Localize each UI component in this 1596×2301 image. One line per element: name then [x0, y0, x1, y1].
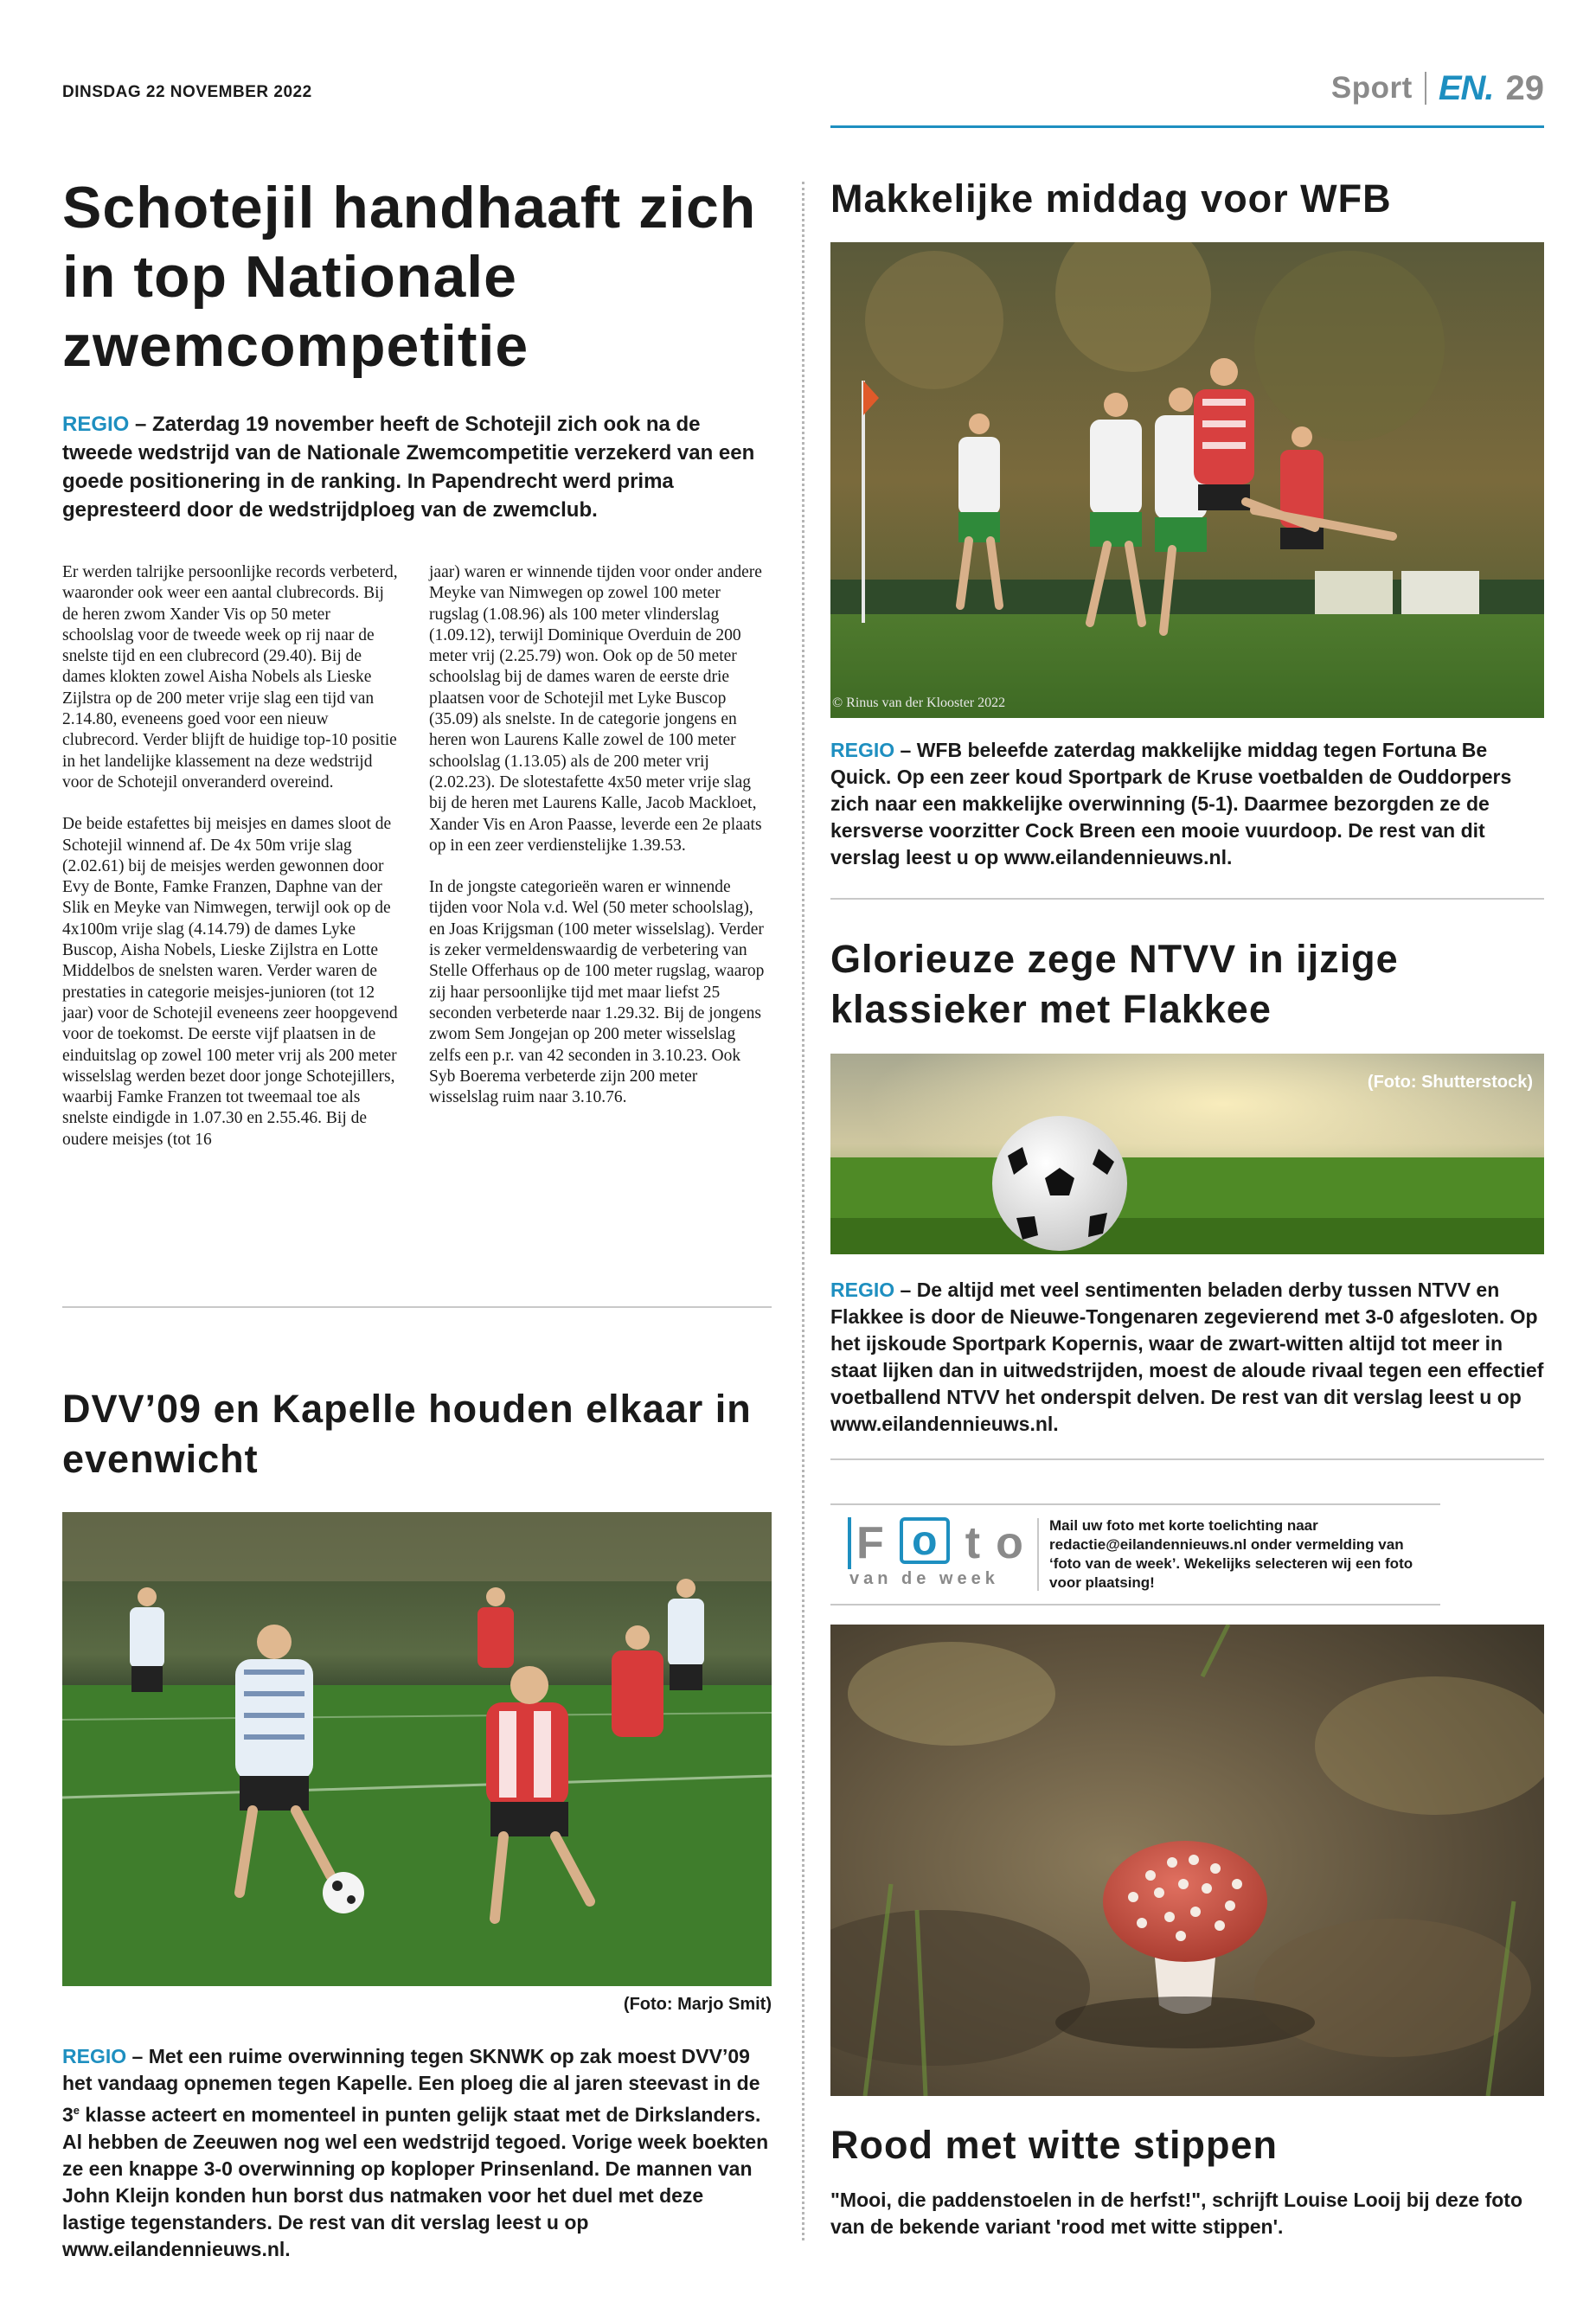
section-name: Sport	[1330, 71, 1413, 105]
dvv-headline: DVV’09 en Kapelle houden elkaar in evenwicht	[62, 1387, 752, 1481]
page-number: 29	[1505, 68, 1544, 107]
dvv-lead-tag: REGIO	[62, 2045, 127, 2067]
swim-body-column-2	[429, 562, 766, 1129]
dvv-match-photo	[62, 1512, 772, 1986]
wfb-match-photo	[830, 242, 1544, 718]
ntvv-photo-credit: (Foto: Shutterstock)	[1367, 1073, 1533, 1092]
dvv-lead-superscript: e	[73, 2104, 80, 2117]
swim-paragraph: jaar) waren er winnende tijden voor onder andere Meyke van Nimwegen op zowel 100 meter rugslag (1.08.96) als 100 meter vlinderslag (1.09.12), terwijl Dominique Overduin de 200 meter vrij (2.25.79) won. Ook op de 50 meter schoolslag bij de dames waren de eerste drie plaatsen voor de Schotejil met Lyke Buscop (35.09) als snelste. In de categorie jongens en heren won Laurens Kalle zowel de 100 meter schoolslag (1.13.05) als de 200 meter vrij (2.02.23). De slotestafette 4x50 meter vrije slag bij de heren met Laurens Kalle, Jacob Mackloet, Xander Vis en Aron Paasse, leverde een 2e plaats op in een zeer verdienstelijke 1.39.53.	[429, 563, 762, 855]
swim-paragraph: De beide estafettes bij meisjes en dames sloot de Schotejil winnend af. De 4x 50m vrije slag (2.02.61) bij de meisjes werden gewonnen door Evy de Bonte, Famke Franzen, Daphne van der Slik en Meyke van Nimwegen, terwijl ook op de 4x100m vrije slag (4.14.79) de dames Lyke Buscop, Aisha Nobels, Lieske Zijlstra en Lotte Middelbos de snelsten waren. Verder waren de prestaties in categorie meisjes-junioren (tot 12 jaar) voor de Schotejil eveneens zeer hoopgevend voor de toekomst. De eerste vijf plaatsen in de einduitslag op zowel 100 meter vrij als 200 meter wisselslag werden bezet door jonge Schotejillers, waarbij Famke Franzen tot tweemaal toe als snelste eindigde in 1.07.30 en 2.55.46. Bij de oudere meisjes (tot 16	[62, 815, 398, 1149]
header-divider	[1425, 72, 1426, 105]
swim-paragraph: In de jongste categorieën waren er winnende tijden voor Nola v.d. Wel (50 meter schoolslag), en Joas Krijgsman (100 meter wisselslag). Verder is zeker vermeldenswaardig de verbetering van Stelle Offerhaus op de 100 meter rugslag, waarop zij haar persoonlijke tijd met maar liefst 25 seconden verbeterde naar 1.29.32. Bij de jongens zwom Sem Jongejan op 200 meter wisselslag zelfs een p.r. van 42 seconden in 3.10.23. Ook Syb Boerema verbeterde zijn 200 meter wisselslag ruim naar 3.10.76.	[429, 878, 765, 1107]
dvv-lead	[62, 2043, 772, 2263]
column-divider	[802, 182, 804, 2240]
dvv-photo-credit: (Foto: Marjo Smit)	[623, 1995, 772, 2014]
page-header	[1331, 67, 1544, 109]
foto-van-de-week-logo	[830, 1505, 1034, 1604]
box-divider	[1037, 1518, 1039, 1591]
header-rule	[830, 125, 1544, 128]
wfb-lead-tag: REGIO	[830, 739, 895, 761]
logo-letter: F	[848, 1517, 884, 1569]
wfb-headline: Makkelijke middag voor WFB	[830, 176, 1392, 221]
ntvv-lead-text: – De altijd met veel sentimenten beladen derby tussen NTVV en Flakkee is door de Nieuwe-Tongenaren zegevierend met 3-0 afgesloten. Op het ijskoude Sportpark Kopernis, waar de zwart-witten altijd tot meer in staat lijken dan in uitwedstrijden, moest de aloude rivaal tegen een effectief voetballend NTVV het onderspit delven. De rest van dit verslag leest u op www.eilandennieuws.nl.	[830, 1279, 1544, 1435]
swim-paragraph: Er werden talrijke persoonlijke records verbeterd, waaronder ook weer een aantal clubrecords. Bij de heren zwom Xander Vis op 50 meter schoolslag voor de tweede week op rij naar de snelste tijd en een clubrecord (29.40). Bij de dames klokten zowel Aisha Nobels als Lieske Zijlstra op de 200 meter vrije slag een tijd van 2.14.80, eveneens goed voor een nieuw clubrecord. Verder blijft de huidige top-10 positie in het landelijke klassement na deze wedstrijd voor de Schotejil onveranderd overeind.	[62, 563, 398, 792]
logo-letter: t	[965, 1518, 981, 1568]
swim-headline: Schotejil handhaaft zich in top Nationale zwemcompetitie	[62, 175, 757, 379]
wfb-lead	[830, 737, 1544, 871]
issue-date: DINSDAG 22 NOVEMBER 2022	[62, 83, 312, 101]
logo-letter: o	[900, 1517, 950, 1564]
logo-subtitle: van de week	[849, 1569, 999, 1588]
ntvv-lead	[830, 1277, 1544, 1438]
ntvv-lead-tag: REGIO	[830, 1279, 895, 1301]
section-rule	[830, 1458, 1544, 1460]
mushroom-photo	[830, 1625, 1544, 2096]
swim-lead-text: – Zaterdag 19 november heeft de Schotejil zich ook na de tweede wedstrijd van de Nationale Zwemcompetitie verzekerd van een goede positionering in de ranking. In Papendrecht werd prima gepresteerd door de wedstrijdploeg van de zwemclub.	[62, 413, 755, 522]
mushroom-caption: "Mooi, die paddenstoelen in de herfst!", schrijft Louise Looij bij deze foto van de bekende variant 'rood met witte stippen'.	[830, 2189, 1523, 2238]
wfb-lead-text: – WFB beleefde zaterdag makkelijke middag tegen Fortuna Be Quick. Op een zeer koud Sportpark de Kruse voetbalden de Ouddorpers zich naar een makkelijke overwinning (5-1). Daarmee bezorgden ze de kersverse voorzitter Cock Breen een mooie vuurdoop. De rest van dit verslag leest u op www.eilandennieuws.nl.	[830, 739, 1512, 868]
section-rule	[62, 1306, 772, 1308]
ntvv-headline: Glorieuze zege NTVV in ijzige klassieker met Flakkee	[830, 937, 1399, 1031]
swim-lead	[62, 410, 772, 524]
wfb-photo-credit: © Rinus van der Klooster 2022	[832, 695, 1006, 710]
brand-logo: EN.	[1438, 68, 1494, 107]
swim-body-column-1	[62, 562, 400, 1171]
foto-van-de-week-instructions: Mail uw foto met korte toelichting naar redactie@eilandennieuws.nl onder vermelding van ‘foto van de week’. Wekelijks selecteren wij een foto voor plaatsing!	[1049, 1517, 1413, 1591]
foto-van-de-week-box	[830, 1503, 1440, 1606]
dvv-lead-text: klasse acteert en momenteel in punten gelijk staat met de Dirkslanders. Al hebben de Zeeuwen nog wel een wedstrijd tegoed. Vorige week boekten ze een knappe 3-0 overwinning op koploper Prinsenland. De mannen van John Kleijn konden hun borst dus natmaken voor het duel met deze lastige tegenstanders. De rest van dit verslag leest u op www.eilandennieuws.nl.	[62, 2103, 769, 2260]
mushroom-headline: Rood met witte stippen	[830, 2123, 1278, 2167]
swim-lead-tag: REGIO	[62, 413, 130, 436]
logo-letter: o	[996, 1518, 1023, 1568]
dvv-lead-text: – Met een ruime overwinning tegen SKNWK op zak moest DVV’09 het vandaag opnemen tegen Kapelle. Een ploeg die al jaren steevast in de 3	[62, 2045, 760, 2126]
section-rule	[830, 898, 1544, 900]
